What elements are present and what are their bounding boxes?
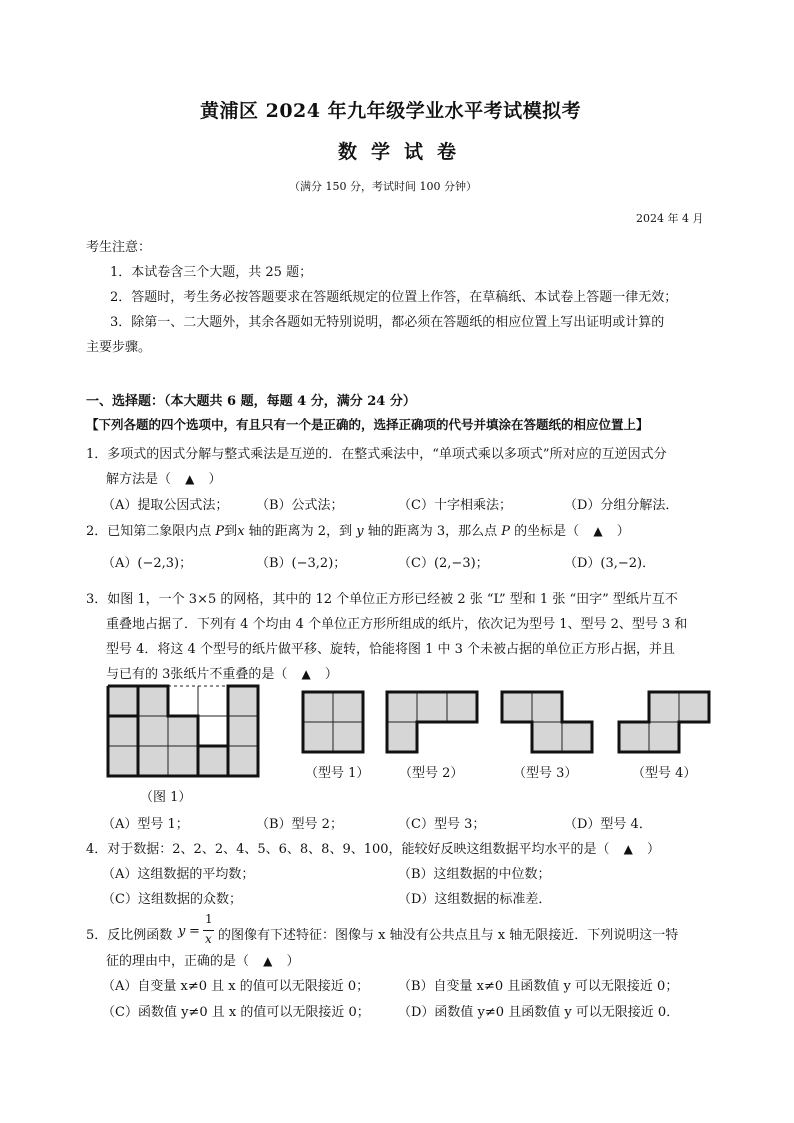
notice-item-1: 1．本试卷含三个大题，共 25 题；: [110, 265, 313, 280]
answer-mark: ▲: [301, 667, 311, 681]
q3-option-a: （A）型号 1；: [102, 817, 189, 832]
q3-option-b: （B）型号 2；: [256, 817, 343, 832]
model-1-shape: [303, 692, 363, 752]
q2-option-a: （A）(−2,3)；: [102, 556, 193, 571]
q5-option-a: （A）自变量 x≠0 且 x 的值可以无限接近 0；: [102, 979, 370, 994]
q5-option-c: （C）函数值 y≠0 且 x 的值可以无限接近 0；: [102, 1005, 370, 1020]
q5-close: ）: [286, 954, 300, 969]
empty-cell: [168, 686, 198, 716]
q4-close: ）: [647, 842, 661, 857]
cell: [532, 692, 562, 722]
q2-to: 到: [224, 524, 238, 539]
model-2-label: （型号 2）: [399, 766, 464, 781]
grid-cell: [108, 746, 138, 776]
exam-title: 黄浦区 2024 年九年级学业水平考试模拟考: [200, 100, 582, 122]
q3-line1: 3．如图 1，一个 3×5 的网格，其中的 12 个单位正方形已经被 2 张 “L” 型和 1 张 “田字” 型纸片互不: [86, 592, 678, 607]
q3-line4: [106, 663, 338, 682]
notice-item-3: 3．除第一、二大题外，其余各题如无特别说明，都必须在答题纸的相应位置上写出证明或计算的: [110, 315, 665, 330]
cell: [333, 692, 363, 722]
cell: [387, 722, 417, 752]
grid-cell: [168, 746, 198, 776]
q2-point-p2: P: [501, 524, 511, 539]
model-2-shape: [387, 692, 477, 752]
answer-mark: ▲: [263, 954, 273, 968]
score-time: （满分 150 分，考试时间 100 分钟）: [289, 180, 477, 193]
q5-line2: [106, 950, 300, 969]
q5-eq-sign: =: [189, 924, 200, 939]
model-1-label: （型号 1）: [305, 766, 370, 781]
q4-text: 4．对于数据：2、2、2、4、5、6、8、8、9、100，能较好反映这组数据平均水平的是（: [86, 842, 610, 857]
q2-dist-x: 轴的距离为 2，到: [248, 524, 353, 539]
answer-mark: ▲: [185, 472, 195, 486]
cell: [502, 692, 532, 722]
cell: [649, 722, 679, 752]
fraction-bar: [203, 930, 214, 931]
cell: [532, 722, 562, 752]
notice-item-3-cont: 主要步骤。: [86, 340, 152, 355]
q1-line1: 1．多项式的因式分解与整式乘法是互逆的．在整式乘法中，“单项式乘以多项式”所对应的互逆因式分: [86, 447, 667, 462]
q3-option-c: （C）型号 3；: [398, 817, 486, 832]
q5-prefix: 5．反比例函数: [86, 928, 173, 943]
grid-cell: [138, 746, 168, 776]
exam-subtitle: 数学试卷: [338, 141, 471, 163]
figure-1-label: （图 1）: [140, 790, 192, 805]
q2-y: y: [356, 524, 364, 539]
q2-option-b: （B）(−3,2)；: [256, 556, 347, 571]
q3-line4-text: 与已有的 3张纸片不重叠的是（: [106, 667, 288, 682]
grid-cell: [108, 716, 138, 746]
section-heading: 一、选择题：（本大题共 6 题，每题 4 分，满分 24 分）: [86, 394, 416, 409]
notice-label: 考生注意：: [86, 240, 152, 255]
cell: [303, 722, 333, 752]
q2-prefix: 2．已知第二象限内点: [86, 524, 212, 539]
q2-option-c: （C）(2,−3)；: [398, 556, 489, 571]
model-4-label: （型号 4）: [632, 766, 697, 781]
figure-1-grid: [108, 686, 258, 776]
cell: [333, 722, 363, 752]
grid-cell: [138, 686, 168, 716]
empty-cell: [198, 686, 228, 716]
q1-line2-text: 解方法是（: [106, 472, 172, 487]
q5-option-b: （B）自变量 x≠0 且函数值 y 可以无限接近 0；: [398, 979, 679, 994]
model-4-shape: [619, 692, 709, 752]
cell: [649, 692, 679, 722]
q5-option-d: （D）函数值 y≠0 且函数值 y 可以无限接近 0．: [398, 1005, 680, 1020]
q2-option-d: （D）(3,−2)．: [564, 556, 656, 571]
answer-mark: ▲: [593, 524, 603, 538]
model-3-shape: [502, 692, 592, 752]
notice-item-2: 2．答题时，考生务必按答题要求在答题纸规定的位置上作答，在草稿纸、本试卷上答题一律无效；: [110, 290, 678, 305]
cell: [619, 722, 649, 752]
grid-cell: [108, 686, 138, 716]
q5-fraction-num: 1: [205, 912, 213, 926]
q4-option-b: （B）这组数据的中位数；: [398, 867, 551, 882]
grid-cell: [228, 716, 258, 746]
grid-cell: [228, 686, 258, 716]
q2-coord: 的坐标是（: [514, 524, 580, 539]
q2-close: ）: [616, 524, 630, 539]
q5-line2-text: 征的理由中，正确的是（: [106, 954, 250, 969]
cell: [679, 692, 709, 722]
section-instruction: 【下列各题的四个选项中，有且只有一个是正确的，选择正确项的代号并填涂在答题纸的相应位置上】: [86, 417, 649, 432]
model-3-label: （型号 3）: [513, 766, 578, 781]
answer-mark: ▲: [623, 842, 633, 856]
cell: [387, 692, 417, 722]
cell: [303, 692, 333, 722]
q1-option-a: （A）提取公因式法；: [102, 498, 229, 513]
grid-cell: [168, 716, 198, 746]
grid-cell: [138, 716, 168, 746]
q2-point-p: P: [215, 524, 225, 539]
q2-x: x: [237, 524, 245, 539]
q1-option-d: （D）分组分解法．: [564, 498, 679, 513]
q1-option-b: （B）公式法；: [256, 498, 344, 513]
q5-line1-post: 的图像有下述特征：图像与 x 轴没有公共点且与 x 轴无限接近．下列说明这一特: [218, 928, 679, 943]
q3-line3: 型号 4．将这 4 个型号的纸片做平移、旋转，恰能将图 1 中 3 个未被占据的单位正方形占据，并且: [106, 642, 676, 657]
q1-line2: [106, 468, 222, 487]
q4-option-a: （A）这组数据的平均数；: [102, 867, 255, 882]
q3-option-d: （D）型号 4．: [564, 817, 652, 832]
cell: [562, 722, 592, 752]
grid-cell: [228, 746, 258, 776]
q1-option-c: （C）十字相乘法；: [398, 498, 512, 513]
q2-dist-y: 轴的距离为 3，那么点: [367, 524, 498, 539]
q3-close: ）: [324, 667, 338, 682]
q5-fraction-den: x: [205, 932, 212, 946]
q4-line1: [86, 838, 660, 857]
q4-option-c: （C）这组数据的众数；: [102, 892, 242, 907]
q1-close: ）: [208, 472, 222, 487]
empty-cell: [198, 716, 228, 746]
cell: [447, 692, 477, 722]
grid-cell: [198, 746, 228, 776]
q4-option-d: （D）这组数据的标准差．: [398, 892, 552, 907]
exam-date: 2024 年 4 月: [636, 212, 704, 225]
q3-line2: 重叠地占据了．下列有 4 个均由 4 个单位正方形所组成的纸片，依次记为型号 1、型号 2、型号 3 和: [106, 617, 688, 632]
cell: [417, 692, 447, 722]
q2-line1: [86, 520, 630, 539]
q5-eq-y: y: [178, 924, 186, 939]
